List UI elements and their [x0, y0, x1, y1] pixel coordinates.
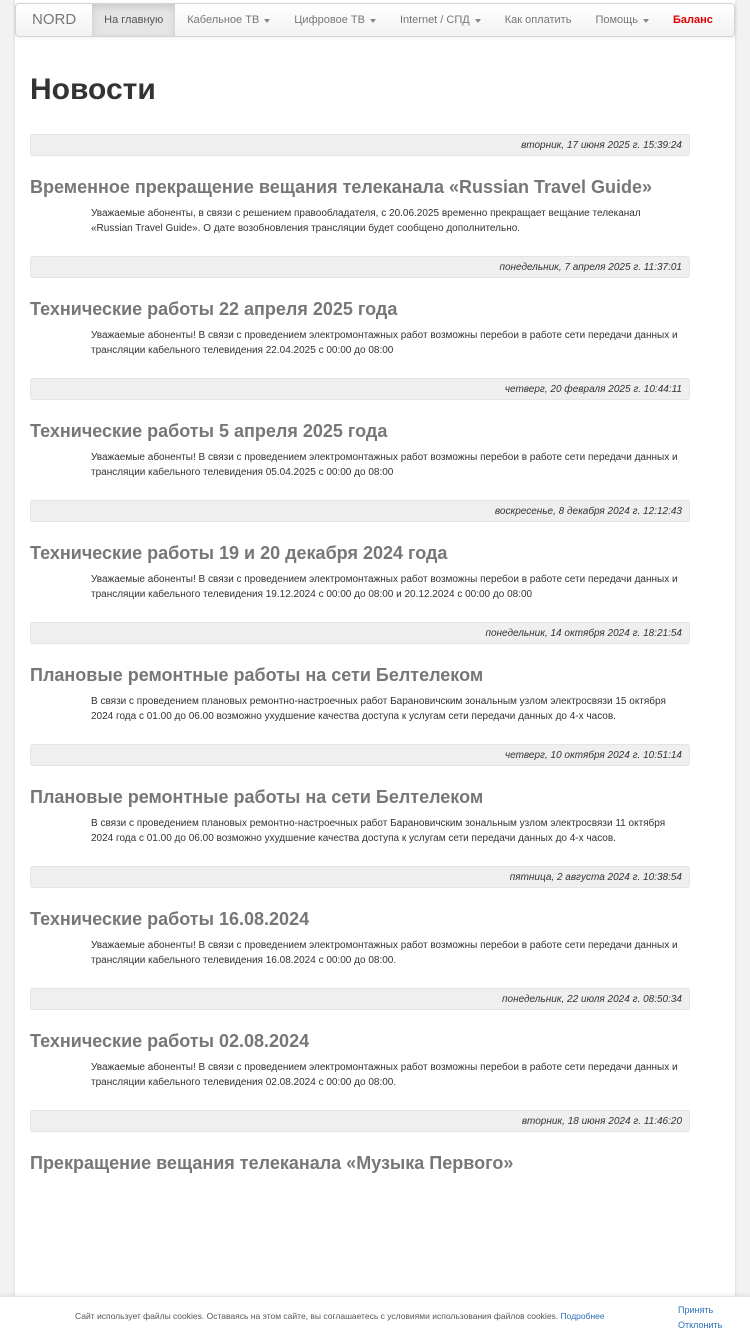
nav-cable-tv[interactable] — [175, 4, 282, 36]
news-date: четверг, 20 февраля 2025 г. 10:44:11 — [30, 378, 690, 400]
page-title: Новости — [30, 73, 156, 106]
news-title[interactable]: Технические работы 02.08.2024 — [30, 1031, 310, 1051]
news-text: Уважаемые абоненты! В связи с проведением электромонтажных работ возможны перебои в работе сети передачи данных и трансляции кабельного телевидения 16.08.2024 с 00:00 до 08:00. — [91, 940, 678, 966]
news-date: понедельник, 7 апреля 2025 г. 11:37:01 — [30, 256, 690, 278]
news-item — [30, 744, 690, 846]
nav-balance-label: Баланс — [672, 14, 713, 26]
news-text: Уважаемые абоненты, в связи с решением правообладателя, с 20.06.2025 временно прекращает вещание телеканал «Russian Travel Guide». О дате возобновления трансляции будет сообщено дополнительно. — [91, 208, 641, 234]
nav-help[interactable] — [583, 4, 661, 36]
news-item — [30, 866, 690, 968]
nav-digital-tv[interactable] — [282, 4, 388, 36]
chevron-down-icon — [475, 19, 481, 23]
chevron-down-icon — [643, 19, 649, 23]
nav-home-label: На главную — [104, 14, 164, 26]
cookie-text — [75, 1311, 605, 1321]
news-title[interactable]: Технические работы 19 и 20 декабря 2024 года — [30, 543, 448, 563]
nav-cable-tv-label: Кабельное ТВ — [187, 14, 260, 26]
nav-balance[interactable] — [661, 4, 725, 36]
chevron-down-icon — [370, 19, 376, 23]
news-title[interactable]: Плановые ремонтные работы на сети Белтелеком — [30, 787, 484, 807]
nav-how-to-pay-label: Как оплатить — [504, 14, 572, 26]
news-date: понедельник, 22 июля 2024 г. 08:50:34 — [30, 988, 690, 1010]
top-navbar — [15, 3, 735, 37]
nav-help-label: Помощь — [595, 14, 638, 26]
nav-home[interactable] — [92, 4, 175, 36]
news-title[interactable]: Прекращение вещания телеканала «Музыка Первого» — [30, 1153, 514, 1173]
chevron-down-icon — [264, 19, 270, 23]
brand-logo[interactable]: NORD — [32, 11, 77, 28]
news-text: В связи с проведением плановых ремонтно-настроечных работ Барановичским зональным узлом электросвязи 11 октября 2024 года с 01.00 до 06.00 возможно ухудшение качества доступа к услугам сети передачи данных до 4-х часов. — [91, 818, 666, 844]
news-title[interactable]: Плановые ремонтные работы на сети Белтелеком — [30, 665, 484, 685]
news-date: вторник, 17 июня 2025 г. 15:39:24 — [30, 134, 690, 156]
news-item — [30, 1110, 690, 1176]
nav-digital-tv-label: Цифровое ТВ — [294, 14, 365, 26]
news-title[interactable]: Технические работы 5 апреля 2025 года — [30, 421, 388, 441]
cookie-decline-button[interactable]: Отклонить — [678, 1320, 723, 1330]
cookie-banner — [0, 1296, 750, 1335]
news-text: Уважаемые абоненты! В связи с проведением электромонтажных работ возможны перебои в работе сети передачи данных и трансляции кабельного телевидения 05.04.2025 с 00:00 до 08:00 — [91, 452, 678, 478]
news-item — [30, 256, 690, 358]
news-item — [30, 622, 690, 724]
news-date: вторник, 18 июня 2024 г. 11:46:20 — [30, 1110, 690, 1132]
news-item — [30, 988, 690, 1090]
cookie-message: Сайт использует файлы cookies. Оставаясь на этом сайте, вы соглашаетесь с условиями использования файлов cookies. — [75, 1311, 559, 1321]
nav-internet[interactable] — [388, 4, 493, 36]
news-item — [30, 378, 690, 480]
news-date: пятница, 2 августа 2024 г. 10:38:54 — [30, 866, 690, 888]
cookie-more-link[interactable]: Подробнее — [560, 1311, 605, 1321]
news-date: понедельник, 14 октября 2024 г. 18:21:54 — [30, 622, 690, 644]
main-content — [30, 70, 690, 1196]
news-date: четверг, 10 октября 2024 г. 10:51:14 — [30, 744, 690, 766]
news-text: Уважаемые абоненты! В связи с проведением электромонтажных работ возможны перебои в работе сети передачи данных и трансляции кабельного телевидения 22.04.2025 с 00:00 до 08:00 — [91, 330, 678, 356]
news-list — [30, 134, 690, 1176]
cookie-accept-button[interactable]: Принять — [678, 1305, 714, 1315]
nav-how-to-pay[interactable] — [493, 4, 584, 36]
news-text: Уважаемые абоненты! В связи с проведением электромонтажных работ возможны перебои в работе сети передачи данных и трансляции кабельного телевидения 02.08.2024 с 00:00 до 08:00. — [91, 1062, 678, 1088]
news-date: воскресенье, 8 декабря 2024 г. 12:12:43 — [30, 500, 690, 522]
news-text: Уважаемые абоненты! В связи с проведением электромонтажных работ возможны перебои в работе сети передачи данных и трансляции кабельного телевидения 19.12.2024 с 00:00 до 08:00 и 20.12.2024 с 00:00 до 08:00 — [91, 574, 678, 600]
news-title[interactable]: Временное прекращение вещания телеканала «Russian Travel Guide» — [30, 177, 653, 197]
news-text: В связи с проведением плановых ремонтно-настроечных работ Барановичским зональным узлом электросвязи 15 октября 2024 года с 01.00 до 06.00 возможно ухудшение качества доступа к услугам сети передачи данных до 4-х часов. — [91, 696, 666, 722]
news-title[interactable]: Технические работы 16.08.2024 — [30, 909, 310, 929]
news-item — [30, 134, 690, 236]
news-item — [30, 500, 690, 602]
news-title[interactable]: Технические работы 22 апреля 2025 года — [30, 299, 398, 319]
nav-internet-label: Internet / СПД — [399, 14, 470, 26]
